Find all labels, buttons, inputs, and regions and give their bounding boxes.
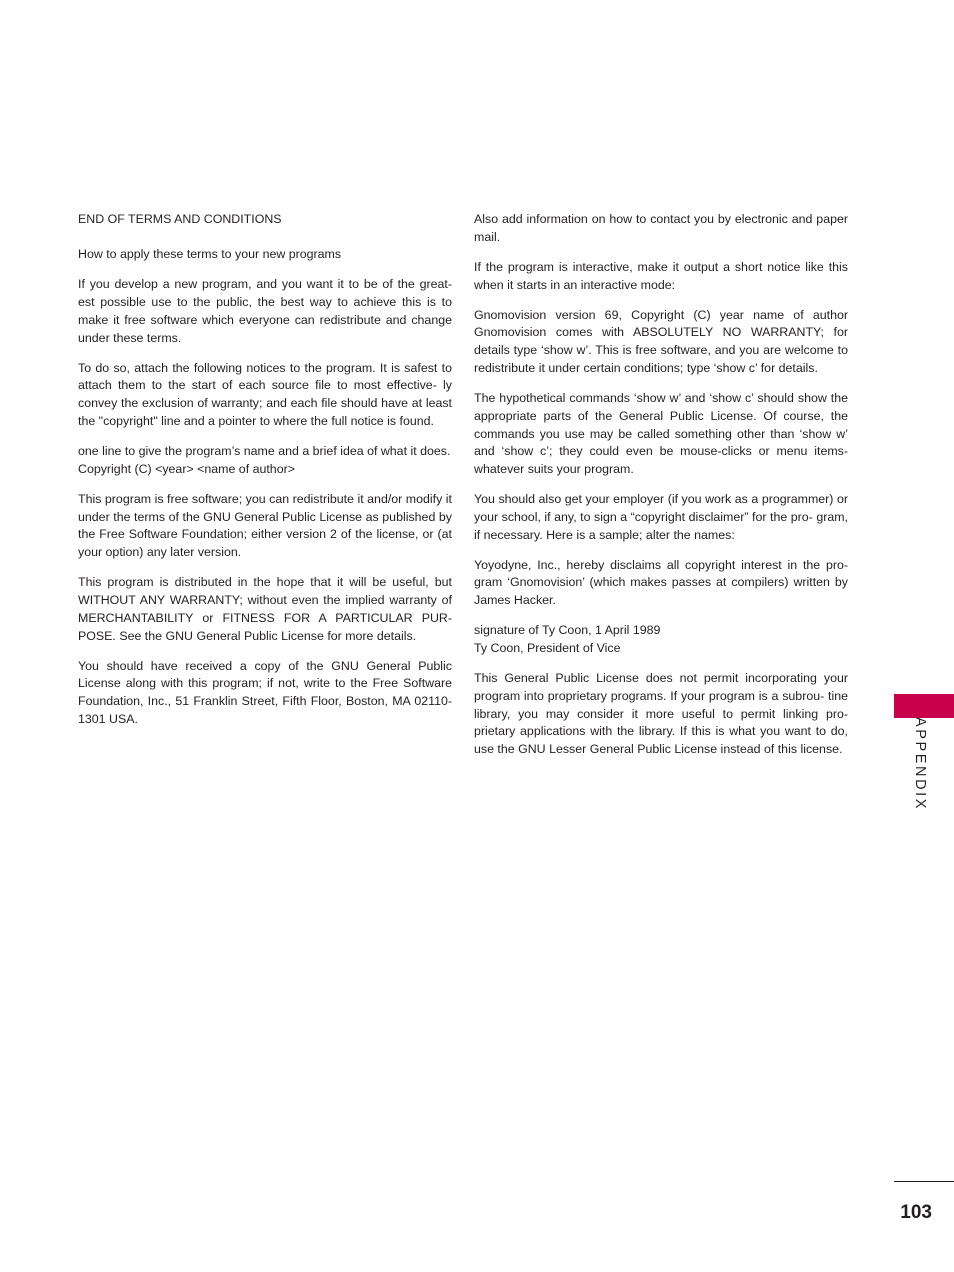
paragraph: This General Public License does not permit incorporating your program into proprietary programs. If your program is a subrou- tine library, you may consider it more useful to permit linking pro- prietary applications with the library. If this is what you want to do, use the GNU Lesser General Public License instead of this license. — [474, 671, 848, 757]
paragraph: You should have received a copy of the GNU General Public License along with this program; if not, write to the Free Software Foundation, Inc., 51 Franklin Street, Fifth Floor, Boston, MA 02110-1301 USA. — [78, 658, 452, 726]
left-column — [78, 211, 452, 741]
page-number: 103 — [900, 1202, 932, 1223]
paragraph: If you develop a new program, and you want it to be of the great- est possible use to the public, the best way to achieve this is to make it free software which everyone can redistribute and change under these terms. — [78, 277, 452, 345]
paragraph: How to apply these terms to your new programs — [78, 247, 342, 262]
copyright-line: Copyright (C) <year> <name of author> — [78, 461, 295, 476]
paragraph: Gnomovision version 69, Copyright (C) year name of author Gnomovision comes with ABSOLUTELY NO WARRANTY; for details type ‘show w’. This is free software, and you are welcome to redistribute it under certain conditions; type ‘show c’ for details. — [474, 307, 848, 375]
signature-name: Ty Coon, President of Vice — [474, 641, 621, 656]
paragraph: You should also get your employer (if you work as a programmer) or your school, if any, to sign a “copyright disclaimer” for the pro- gram, if necessary. Here is a sample; alter the names: — [474, 492, 848, 542]
paragraph: Yoyodyne, Inc., hereby disclaims all copyright interest in the pro- gram ‘Gnomovision’ (which makes passes at compilers) written by James Hacker. — [474, 557, 848, 608]
paragraph: The hypothetical commands ‘show w’ and ‘show c’ should show the appropriate parts of the General Public License. Of course, the commands you use may be called something other than ‘show w’ and ‘show c’; they could even be mouse-clicks or menu items-whatever suits your program. — [474, 390, 848, 477]
paragraph: This program is free software; you can redistribute it and/or modify it under the terms of the GNU General Public License as published by the Free Software Foundation; either version 2 of the license, or (at your option) any later version. — [78, 491, 452, 560]
paragraph: If the program is interactive, make it output a short notice like this when it starts in an interactive mode: — [474, 259, 848, 292]
paragraph: one line to give the program’s name and a brief idea of what it does. — [78, 444, 451, 459]
paragraph: This program is distributed in the hope that it will be useful, but WITHOUT ANY WARRANTY; without even the implied warranty of MERCHANTABILITY or FITNESS FOR A PARTICULAR PUR- POSE. See the GNU General Public License for more details. — [78, 575, 452, 643]
section-heading: END OF TERMS AND CONDITIONS — [78, 212, 282, 226]
signature-line: signature of Ty Coon, 1 April 1989 — [474, 623, 661, 638]
footer-rule — [894, 1181, 954, 1182]
section-label: APPENDIX — [912, 716, 928, 812]
paragraph: Also add information on how to contact you by electronic and paper mail. — [474, 212, 848, 244]
right-column — [474, 211, 848, 771]
paragraph: To do so, attach the following notices to the program. It is safest to attach them to the start of each source file to most effective- ly convey the exclusion of warranty; and each file should have at least the "copyright" line and a pointer to where the full notice is found. — [78, 360, 452, 429]
